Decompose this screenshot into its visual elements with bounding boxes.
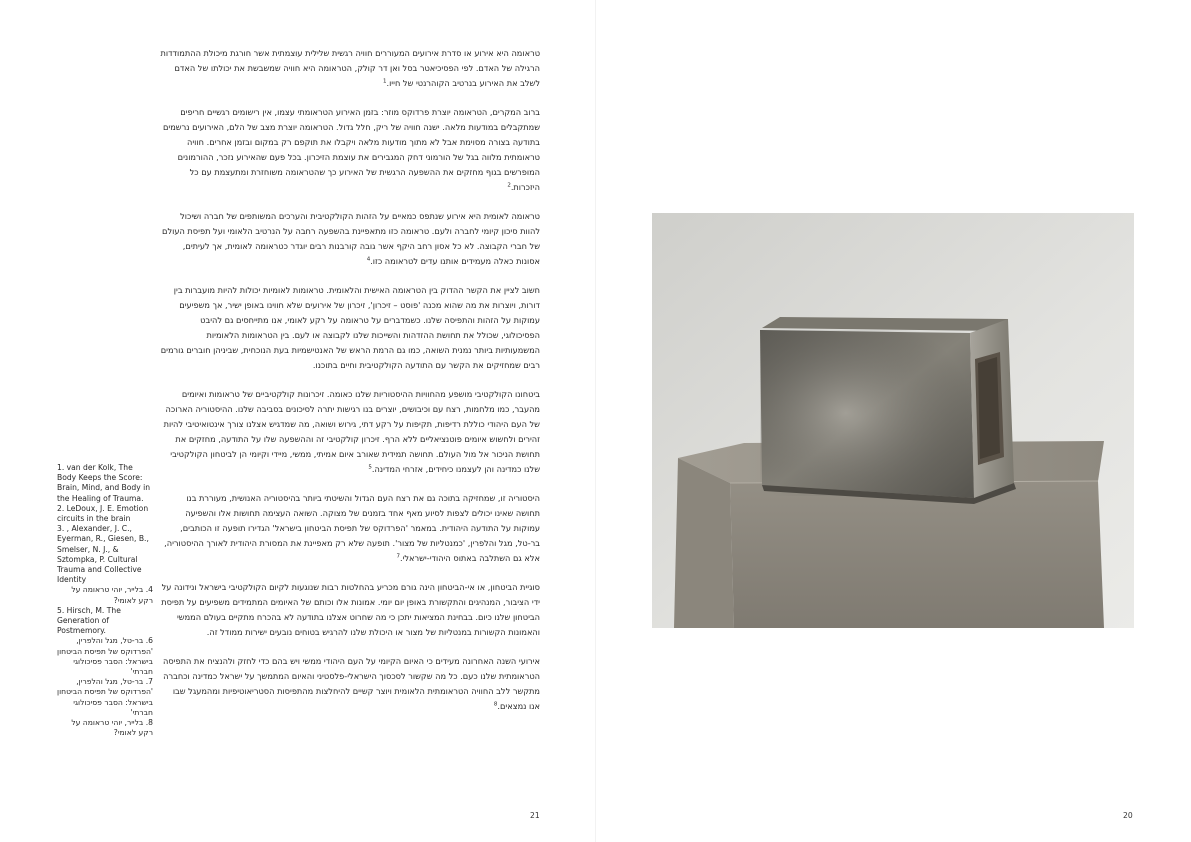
footnotes [57,463,153,738]
paragraph: חשוב לציין את הקשר ההדוק בין הטראומה האישית והלאומית. טראומות לאומיות יכולות להיות מועברות בין דורות, ויוצרות את מה שהוא מכנה 'פוסט – זיכרון', זיכרון של אירועים שלא חווינו באופן ישיר, אך משפיעים עמוקות על הזהות והתפיסה שלנו. כשמדברים על טראומה על רקע לאומי, אנו מתייחסים גם להיבט הפסיכולוגי, שכולל את תחושת ההזדהות והשייכות שלנו לקבוצה או לעם. בין הטראומות הלאומיות המשמעותיות ביותר נמנית השואה, כמו גם הרמת הראש של האנטישמיות בעת הנוכחית, שביניהן חוברים גורמים רבים שמחזיקים את הקשר עם התודעה הקולקטיבית וחיים בתוכנו. [160,285,540,370]
footnote: 4. בלייר, יוהי טראומה על רקע לאומי? [71,585,153,605]
paragraph: היסטוריה זו, שמחזיקה בתוכה גם את רצח העם הגדול והשיטתי ביותר בהיסטוריה האנושית, מעוררת בנו תחושה שאינו יכולים לצפות לסיוע מאף אחד בזמנים של מצוקה. השואה העצימה תחושות אלו והשפיעה עמוקות על התודעה היהודית. במאמר 'הפרדוקס של תפיסת הביטחון בישראל' הגדירו תופעה זו הכותבים, בר-טל, מגל והלפרין, 'כמנטליות של מצור'. תופעה שלא רק מאפיינת את המסורת היהודית לאורך ההיסטוריה, אלא גם השתלבה באתוס היהודי-ישראלי.$^7$ [164,493,540,563]
paragraph: טראומה לאומית היא אירוע שנתפס כמאיים על הזהות הקולקטיבית והערכים המשותפים של חברה ושיכול להוות סיכון קיומי לחברה ולעם. טראומה כזו מתאפיינת בהשפעה רחבה על הנרטיב הלאומי ועל תפיסת העולם של חברי הקבוצה. לא כל אסון רחב היקף אשר גובה קורבנות רבים יוגדר כטראומה לאומית, אך לעיתים, אסונות כאלה מעמידים אותנו עדים לטראומה כזו.$^4$ [162,211,540,266]
paragraph: ביטחונו הקולקטיבי מושפע מהחוויות ההיסטוריות שלנו כאומה. זיכרונות קולקטיביים של טראומות ואיומים מהעבר, כמו מלחמות, רצח עם וכיבושים, יוצרים בנו רגישות יתרה לסיכונים בסביבה שלנו. ההיסטוריה הארוכה של העם היהודי כוללת רדיפות, תקיפות על רקע דתי, גירוש ושואה, מה שמדגיש אצלנו צורך אינטואיטיבי להיות זהירים ולחשוש איומים פוטנציאליים ללא הרף. זיכרון קולקטיבי זה וההשפעה שלו על התודעה, מחזקים את תחושת הניכור אל מול העולם. תחושה תמידית שאורב איום אמיתי, ממשי, מיידי וקיומי הן לביטחון הקולקטיבי שלנו כמדינה והן לעצמנו כיחידים, אזרחי המדינה.$^5$ [163,389,540,474]
page-number-left: 21 [530,811,540,820]
paragraph: אירועי השנה האחרונה מעידים כי האיום הקיומי על העם היהודי ממשי ויש בהם כדי לחזק ולהנציח את התפיסה הטראומתית שלנו כעם. כל מה שקשור לסכסוך הישראלי-פלסטיני והאיום המתמשך על ישראל כמדינה וכחברה מתקשר ללב החוויה הטראומתית הלאומית ויוצר קשיים להיחלצות מהתפיסות הסטריאוטיפיות ומהמעגל שבו אנו נמצאים.$^8$ [162,656,540,711]
footnote: 1. van der Kolk, The Body Keeps the Score: Brain, Mind, and Body in the Healing of Trauma. [57,463,151,503]
paragraph: ברוב המקרים, הטראומה יוצרת פרדוקס מוזר: בזמן האירוע הטראומתי עצמו, אין רישומים רגשיים חריפים שמתקבלים במודעות מלאה. ישנה חוויה של ריק, חלל גדול. הטראומה יוצרת מצב של הלם, האירועים נרשמים בתודעה בצורה מסוימת אבל לא מתוך מודעות מלאה ויקבלו את תוקפם רק במקום ובזמן אחרים. חוויה טראומתית מלווה בגל של הורמוני דחק המגבירים את עוצמת הזיכרון. בכל פעם שהאירוע נזכר, ההורמונים המופרשים בגוף מחזקים את ההשפעה הרגשית של האירוע כך שהטראומה משוחזרת ומתעצמת עם כל היזכרות.$^2$ [162,107,540,192]
footnote: 8. בלייר, יוהי טראומה על רקע לאומי? [71,718,153,738]
paragraph: טראומה היא אירוע או סדרת אירועים המעוררים חוויה רגשית שלילית עוצמתית אשר חורגת מיכולת ההתמודדות הרגילה של האדם. לפי הפסיכיאטר בסל ואן דר קולק, הטראומה היא חוויה שמשבשת את יכולתו של האדם לשלב את האירוע בנרטיב הקוהרנטי של חייו.$^1$ [160,48,540,88]
footnote: 2. LeDoux, J. E. Emotion circuits in the brain [57,503,149,524]
artwork-illustration [652,213,1134,628]
footnote: 5. Hirsch, M. The Generation of Postmemory. [57,605,121,636]
artwork-photo [652,213,1134,628]
page-number-right: 20 [1123,811,1133,820]
footnote: 3. , Alexander, J. C., Eyerman, R., Giesen, B., Smelser, N. J., & Sztompka, P. Cultural Trauma and Collective Identity [57,524,149,585]
footnote: 6. בר-טל, מגל והלפרין, 'הפרדוקס של תפיסת הביטחון בישראל: הסבר פסיכולוגי חברתי' [57,636,153,677]
page-gutter [595,0,596,842]
article-body [160,46,540,728]
footnote: 7. בר-טל, מגל והלפרין, 'הפרדוקס של תפיסת הביטחון בישראל: הסבר פסיכולוגי חברתי' [57,677,153,717]
paragraph: סוגיית הביטחון, או אי-הביטחון הינה גורם מכריע בהחלטות רבות שנוגעות לקיום הקולקטיבי בישראל ונידונה על ידי הציבור, המנהיגים והתקשורת באופן יום יומי. אמונות אלו וכותם של האיומים המתמידים משפיעים על תפיסת הביטחון שלנו כיום. בבחינת המציאות יתכן כי מה שחרוט אצלנו בתודעה לא בהכרח מתקיים בעולם הממשי והאמונות הקשורות במנטליות של מצור או היכולת שלנו להרגיש בטוחים נובעים ישירות ממודל זה. [161,582,540,637]
